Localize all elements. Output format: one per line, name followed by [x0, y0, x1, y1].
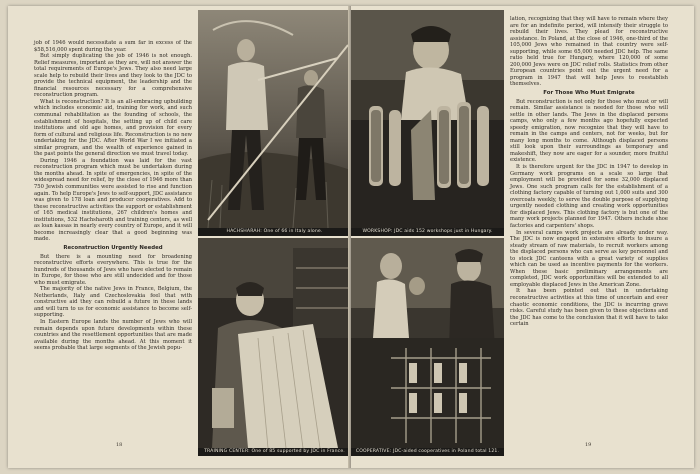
paragraph: job of 1946 would necessitate a sum far in excess of the $58,516,000 spent during the year.: [34, 40, 192, 53]
paragraph: lation, recognizing that they will have to remain where they are for an indefinite period, will intensify their struggle to rebuild their lives. They plead for reconstructive assistance. In Poland, at the close of 1946, one-third of the 105,000 Jews who remained in that country were self-supporting, while some 65,000 needed JDC help. The same ratio held true for Hungary, where 120,000 of some 200,000 Jews were on JDC relief rolls. Statistics from other European countries point out the urgent need for a program in 1947 that will help Jews to reestablish themselves.: [510, 16, 668, 88]
left-text-column: [34, 40, 192, 352]
training-center-photo-image: [198, 238, 351, 448]
page-number: 19: [585, 442, 592, 448]
training-center-photo: [198, 238, 351, 448]
hachsharah-photo: [198, 10, 351, 228]
photo-caption: HACHSHARAH: One of 66 in Italy alone.: [198, 228, 351, 236]
right-text-column: [510, 16, 668, 328]
cooperative-photo: [351, 238, 504, 448]
subheading: Reconstruction Urgently Needed: [63, 244, 163, 251]
paragraph: In Eastern Europe lands the number of Jews who will remain depends upon future developments within these countries and the resettlement opportunities that are made available during the months ahead. At this moment it seems probable that large segments of the Jewish popu-: [34, 318, 192, 352]
workshop-photo: [351, 10, 504, 228]
workshop-photo-image: [351, 10, 504, 228]
paragraph: But simply duplicating the job of 1946 is not enough. Relief measures, important as they are, will not answer the total requirements of Europe's Jews. They also need large scale help to rebuild their lives and they look to the JDC to provide the technical equipment, the leadership and the financial resources necessary for a comprehensive reconstruction program.: [34, 53, 192, 99]
photo-caption: WORKSHOP: JDC aids 152 workshops just in Hungary.: [351, 228, 504, 236]
paragraph: It has been pointed out that in undertaking reconstructive activities at this time of uncertain and ever chaotic economic conditions, the JDC is incurring grave risks. Careful study has been given to these objections and the JDC has come to the conclusion that it will have to take certain: [510, 288, 668, 328]
hachsharah-photo-image: [198, 10, 351, 228]
photo-caption: COOPERATIVE: JDC-aided cooperatives in Poland total 121.: [351, 448, 504, 456]
left-page: [8, 6, 351, 468]
photo-caption: TRAINING CENTER: One of 85 supported by JDC in France.: [198, 448, 351, 456]
right-page: [351, 6, 694, 468]
cooperative-photo-image: [351, 238, 504, 448]
paragraph: What is reconstruction? It is an all-embracing upbuilding which includes economic aid, training for work, and such communal rehabilitation as the founding of schools, the establishment of hospitals, the setting up of child care institutions and old age homes, and provision for every form of cultural and religious life. Reconstruction is no new undertaking for the JDC. After World War I we initiated a similar program, and the wealth of experience gained in the past points the general direction we must travel today.: [34, 98, 192, 158]
paragraph: In several camps work projects are already under way. The JDC is now engaged in extensive efforts to insure a steady stream of raw materials, to recruit workers among the displaced persons who can serve as key personnel and to stock JDC canteens with a great variety of supplies which can be used as incentive payments for the workers. When these basic preliminary arrangements are completed, JDC work opportunities will be extended to all employable displaced Jews in the American Zone.: [510, 229, 668, 288]
paragraph: It is therefore urgent for the JDC in 1947 to develop in Germany work programs on a scale so large that employment will be provided for some 32,000 displaced Jews. One such program calls for the establishment of a clothing factory capable of turning out 1,000 suits and 300 overcoats weekly, to serve the double purpose of supplying urgently needed clothing and creating work opportunities for displaced Jews. This clothing factory is but one of the many work projects planned for 1947. Others include shoe factories and carpenters' shops.: [510, 164, 668, 229]
paragraph: But reconstruction is not only for those who must or will remain. Similar assistance is needed for those who will settle in other lands. The Jews in the displaced persons camps, who only a few months ago hopefully expected speedy emigration, now recognize that they will have to remain in the camps and centers, not for weeks, but for many long months to come. Although displaced persons still look upon their surroundings as temporary and makeshift, they now are eager for a sounder, more fruitful existence.: [510, 98, 668, 164]
paragraph: The majority of the native Jews in France, Belgium, the Netherlands, Italy and Czechoslovakia feel that with constructive aid they can rebuild a future in these lands and will turn to us for economic assistance to become self-supporting.: [34, 286, 192, 319]
magazine-spread: [8, 6, 694, 468]
paragraph: But there is a mounting need for broadening reconstructive efforts everywhere. This is true for the hundreds of thousands of Jews who have elected to remain in Europe, for those who are still undecided and for those who must emigrate.: [34, 253, 192, 286]
page-number: 18: [116, 442, 123, 448]
subheading: For Those Who Must Emigrate: [543, 90, 635, 97]
paragraph: During 1946 a foundation was laid for the vast reconstruction program which must be undertaken during the months ahead. In spite of emergencies, in spite of the widespread need for relief, by the close of 1946 more than 750 Jewish communities were assisted to rise and function again. To help Europe's Jews to self-support, JDC assistance was given to 178 loan and producer cooperatives. Add to these reconstructive activities the support or establishment of 165 medical institutions, 267 children's homes and institutions, 532 Hachsharoth and training centers, as well as loan kassas in nearly every country of Europe, and it will become increasingly clear that a good beginning was made.: [34, 157, 192, 243]
